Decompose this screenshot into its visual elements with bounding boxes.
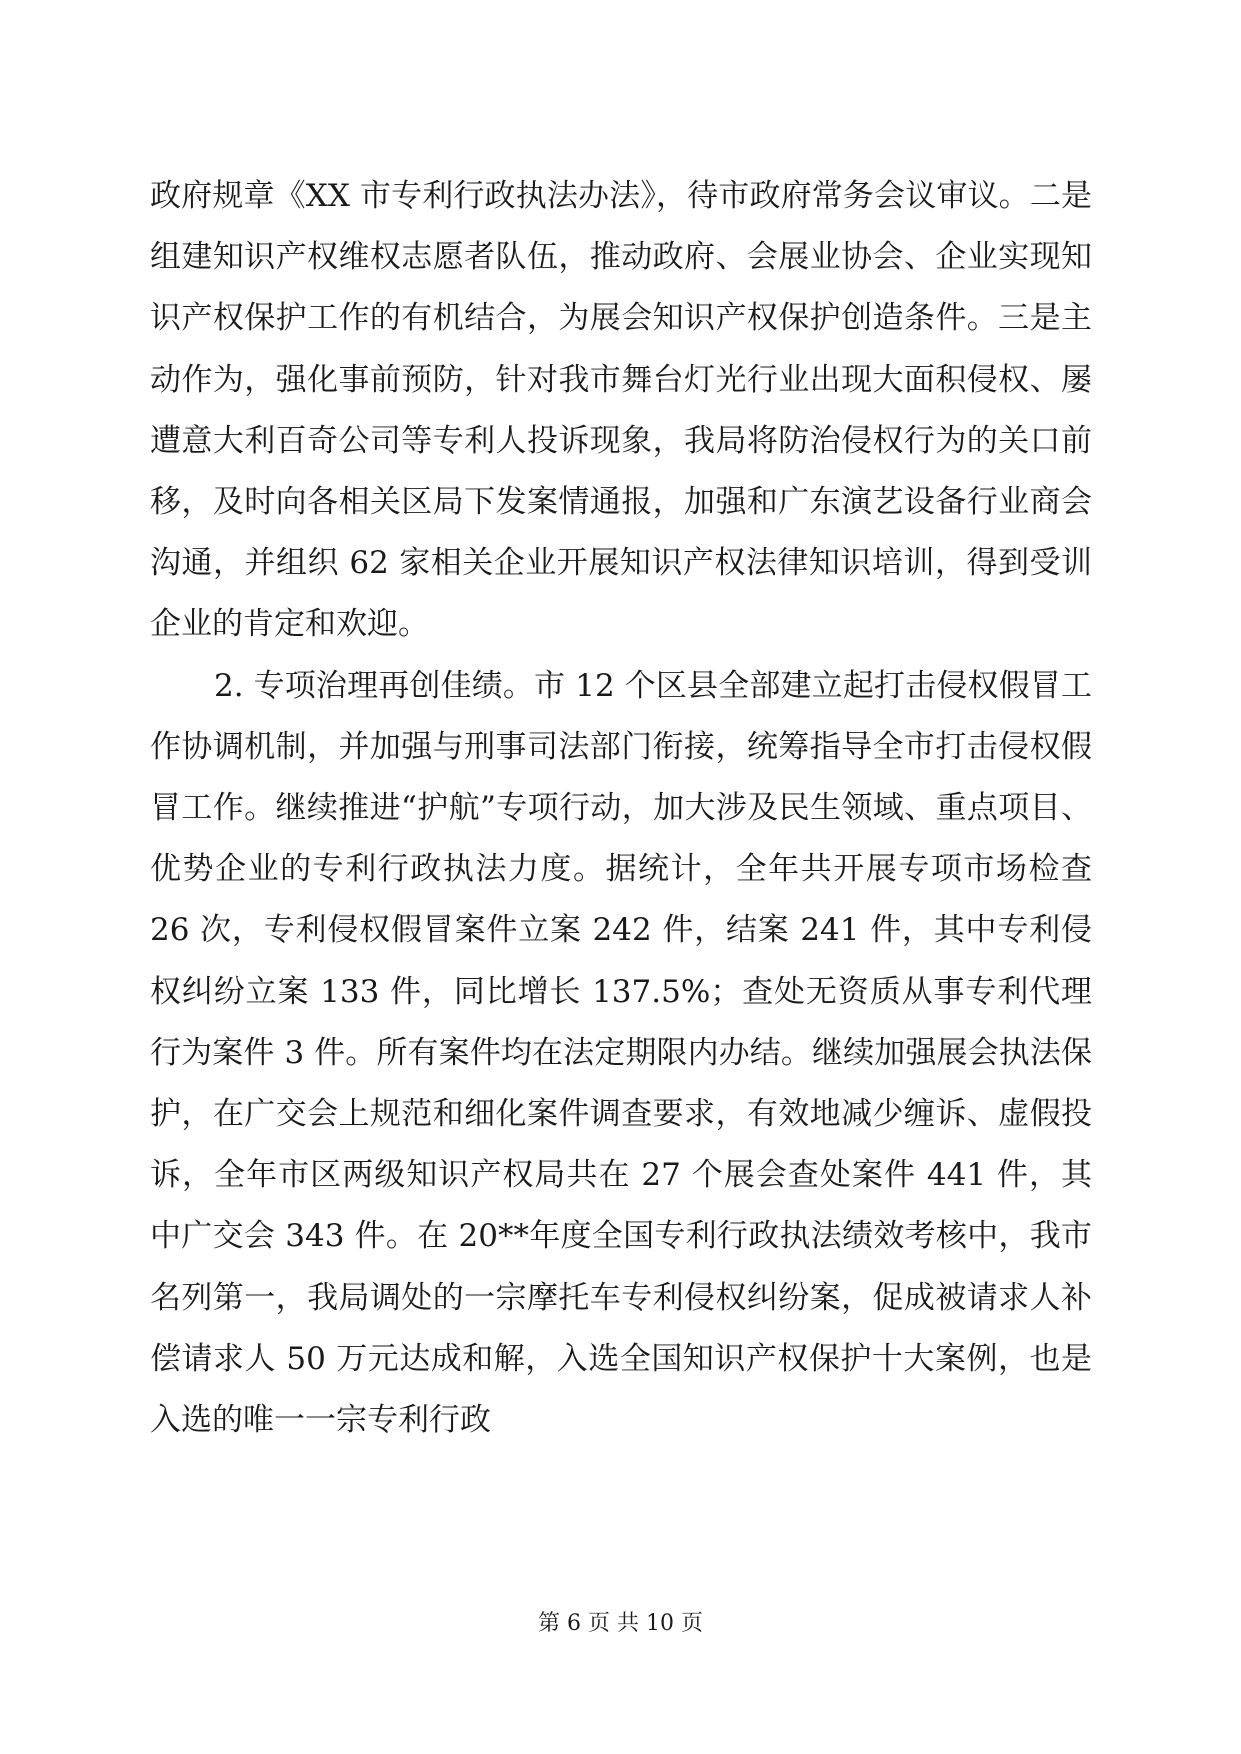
document-body <box>150 166 1092 1451</box>
paragraph-1: 政府规章《XX 市专利行政执法办法》，待市政府常务会议审议。二是组建知识产权维权志愿者队伍，推动政府、会展业协会、企业实现知识产权保护工作的有机结合，为展会知识产权保护创造条件。三是主动作为，强化事前预防，针对我市舞台灯光行业出现大面积侵权、屡遭意大利百奇公司等专利人投诉现象，我局将防治侵权行为的关口前移，及时向各相关区局下发案情通报，加强和广东演艺设备行业商会沟通，并组织 62 家相关企业开展知识产权法律知识培训，得到受训企业的肯定和欢迎。 <box>150 178 1092 643</box>
paragraph-2: 2. 专项治理再创佳绩。市 12 个区县全部建立起打击侵权假冒工作协调机制，并加强与刑事司法部门衔接，统筹指导全市打击侵权假冒工作。继续推进“护航”专项行动，加大涉及民生领域、重点项目、优势企业的专利行政执法力度。据统计，全年共开展专项市场检查 26 次，专利侵权假冒案件立案 242 件，结案 241 件，其中专利侵权纠纷立案 133 件，同比增长 137.5%；查处无资质从事专利代理行为案件 3 件。所有案件均在法定期限内办结。继续加强展会执法保护，在广交会上规范和细化案件调查要求，有效地减少缠诉、虚假投诉，全年市区两级知识产权局共在 27 个展会查处案件 441 件，其中广交会 343 件。在 20**年度全国专利行政执法绩效考核中，我市名列第一，我局调处的一宗摩托车专利侵权纠纷案，促成被请求人补偿请求人 50 万元达成和解，入选全国知识产权保护十大案例，也是入选的唯一一宗专利行政 <box>150 667 1092 1439</box>
page-number-footer: 第 6 页 共 10 页 <box>538 1611 703 1636</box>
